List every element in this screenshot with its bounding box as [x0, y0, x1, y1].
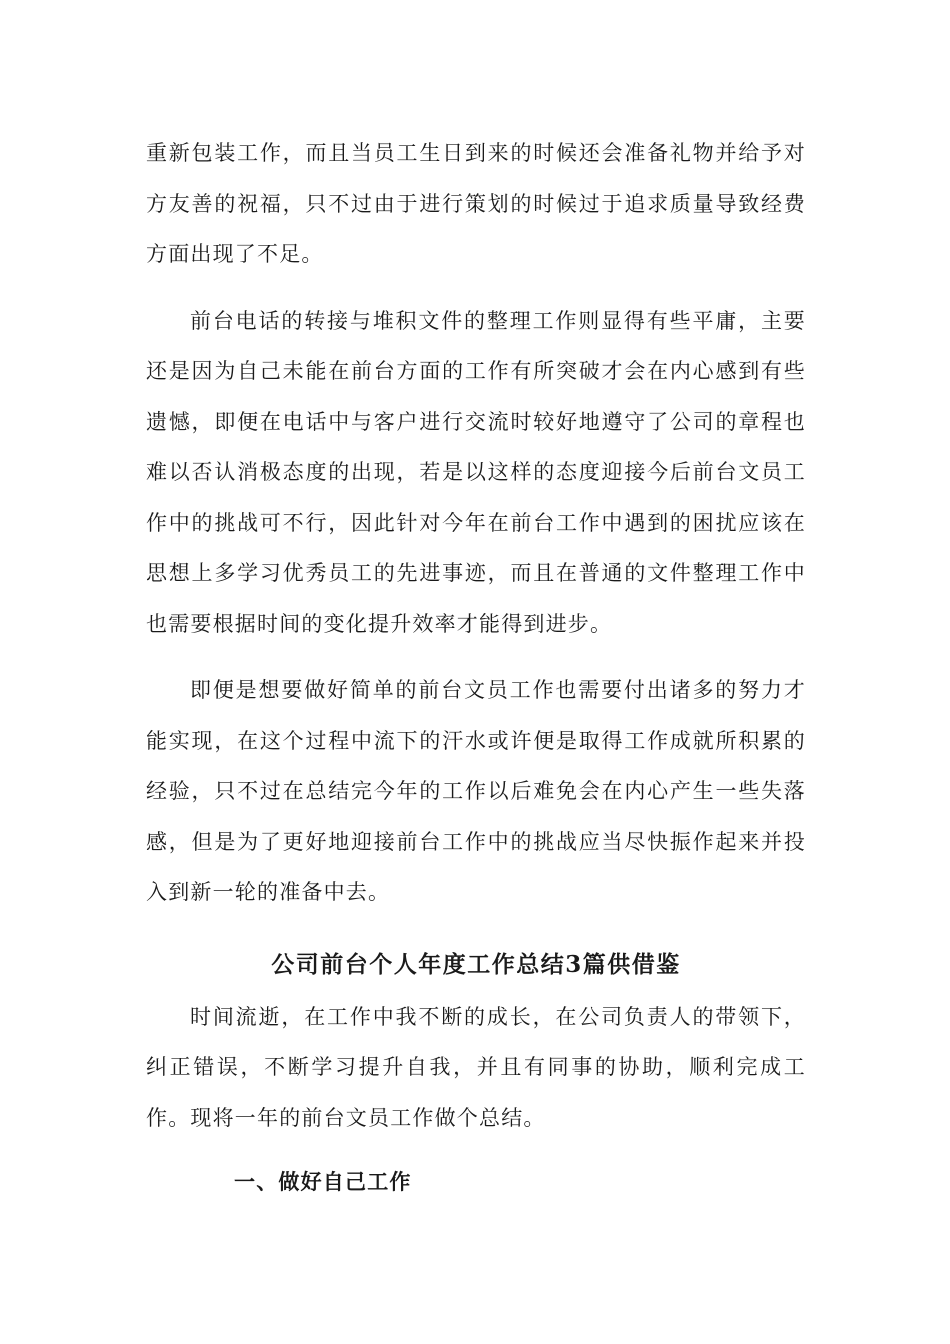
- paragraph-phone-and-files: 前台电话的转接与堆积文件的整理工作则显得有些平庸，主要还是因为自己未能在前台方面的工作有所突破才会在内心感到有些遗憾，即便在电话中与客户进行交流时较好地遵守了公司的章程也难以否认消极态度的出现，若是以这样的态度迎接今后前台文员工作中的挑战可不行，因此针对今年在前台工作中遇到的困扰应该在思想上多学习优秀员工的先进事迹，而且在普通的文件整理工作中也需要根据时间的变化提升效率才能得到进步。: [146, 308, 806, 636]
- document-body: [146, 128, 806, 1207]
- section-heading: 一、做好自己工作: [234, 1169, 412, 1194]
- paragraph-effort-reflection: 即便是想要做好简单的前台文员工作也需要付出诸多的努力才能实现，在这个过程中流下的汗水或许便是取得工作成就所积累的经验，只不过在总结完今年的工作以后难免会在内心产生一些失落感，但是为了更好地迎接前台工作中的挑战应当尽快振作起来并投入到新一轮的准备中去。: [146, 678, 806, 904]
- paragraph-gap: [146, 280, 806, 296]
- paragraph-intro: 时间流逝，在工作中我不断的成长，在公司负责人的带领下，纠正错误，不断学习提升自我，并且有同事的协助，顺利完成工作。现将一年的前台文员工作做个总结。: [146, 1004, 806, 1130]
- paragraph-gap: [146, 649, 806, 665]
- document-title: 公司前台个人年度工作总结3篇供借鉴: [271, 950, 681, 978]
- paragraph-continuation: 重新包装工作，而且当员工生日到来的时候还会准备礼物并给予对方友善的祝福，只不过由于进行策划的时候过于追求质量导致经费方面出现了不足。: [146, 141, 806, 266]
